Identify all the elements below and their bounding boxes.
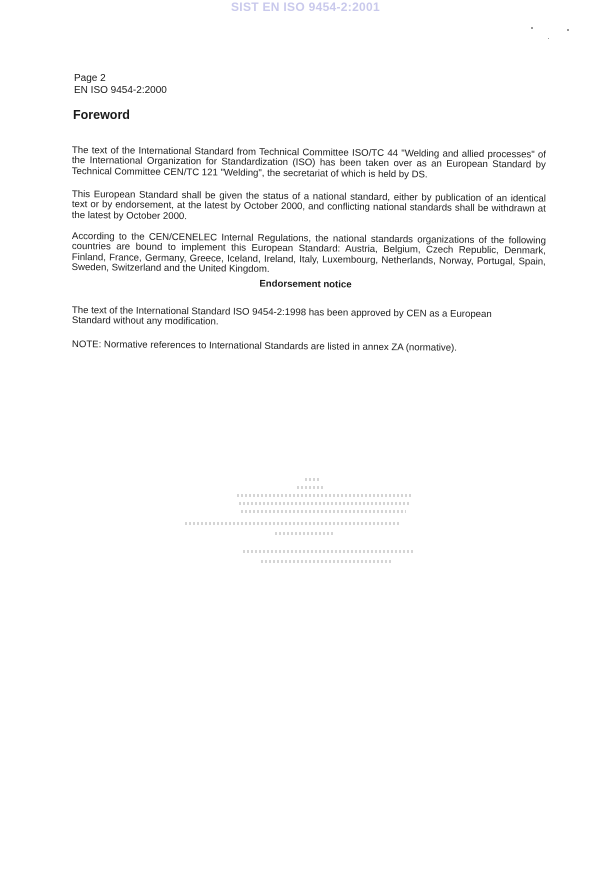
standard-number: EN ISO 9454-2:2000 [74,85,167,96]
scan-speck [548,38,549,39]
scan-speck [531,27,533,29]
normative-note: NOTE: Normative references to International Standards are listed in annex ZA (normative). [71,338,457,354]
page-title: Foreword [73,108,130,122]
endorsement-text: The text of the International Standard ISO 9454-2:1998 has been approved by CEN as a European Standard without any modification. [71,304,492,328]
faded-stamp [235,478,420,573]
page-number: Page 2 [74,73,106,84]
foreword-paragraph-3: According to the CEN/CENELEC Internal Regulations, the national standards organizations of the following countries are bound to implement this European Standard: Austria, Belgium, Czech Republic, Denmark, Finland, France, Germany, Greece, Iceland, Ireland, Italy, Luxembourg, Netherlands, Norway, Portugal, Spain, Sweden, Switzerland and the United Kingdom. [71,230,546,275]
endorsement-heading: Endorsement notice [259,278,352,291]
foreword-paragraph-2: This European Standard shall be given the status of a national standard, either by publication of an identical text or by endorsement, at the latest by October 2000, and conflicting national standards shall be withdrawn at the latest by October 2000. [71,188,546,222]
page-header [74,73,167,97]
foreword-paragraph-1: The text of the International Standard from Technical Committee ISO/TC 44 "Welding and allied processes" of the International Organization for Standardization (ISO) has been taken over as an European Standard by Technical Committee CEN/TC 121 "Welding", the secretariat of which is held by DS. [71,144,546,180]
watermark: SIST EN ISO 9454-2:2001 [231,0,380,14]
scan-speck [567,29,569,31]
